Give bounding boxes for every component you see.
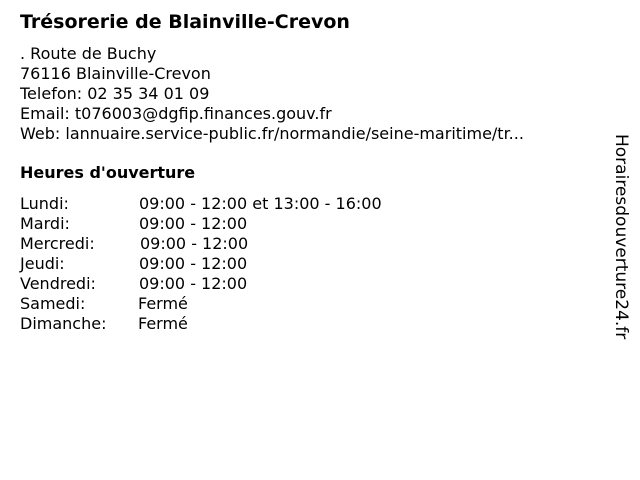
web-link[interactable]: lannuaire.service-public.fr/normandie/seine-maritime/tr...: [65, 124, 524, 143]
street-address: . Route de Buchy: [20, 44, 157, 63]
time-value: 09:00 - 12:00: [139, 274, 248, 293]
email-line: [20, 104, 524, 124]
time-value: 09:00 - 12:00: [140, 234, 249, 253]
email-link[interactable]: t076003@dgfip.finances.gouv.fr: [74, 104, 332, 123]
day-label: Vendredi:: [20, 274, 96, 293]
time-value: Fermé: [138, 314, 188, 333]
day-label: Dimanche:: [20, 314, 107, 333]
time-value: 09:00 - 12:00: [139, 254, 248, 273]
web-line: [20, 124, 524, 144]
hours-heading: Heures d'ouverture: [20, 163, 196, 182]
page-title: Trésorerie de Blainville-Crevon: [20, 11, 350, 33]
day-label: Samedi:: [20, 294, 86, 313]
brand-text: Horairesdouverture24.fr: [611, 134, 631, 340]
email-label: Email:: [20, 104, 70, 123]
contact-block: [20, 44, 524, 144]
city-address: 76116 Blainville-Crevon: [20, 64, 211, 83]
web-label: Web:: [20, 124, 61, 143]
day-label: Lundi:: [20, 194, 69, 213]
phone-line: [20, 84, 524, 104]
day-label: Mardi:: [20, 214, 70, 233]
time-value: Fermé: [138, 294, 188, 313]
brand-watermark: [609, 134, 637, 374]
phone-label: Telefon:: [20, 84, 83, 103]
day-label: Mercredi:: [20, 234, 95, 253]
time-value: 09:00 - 12:00: [139, 214, 248, 233]
time-value: 09:00 - 12:00 et 13:00 - 16:00: [139, 194, 382, 213]
phone-link[interactable]: 02 35 34 01 09: [87, 84, 210, 103]
day-label: Jeudi:: [20, 254, 65, 273]
